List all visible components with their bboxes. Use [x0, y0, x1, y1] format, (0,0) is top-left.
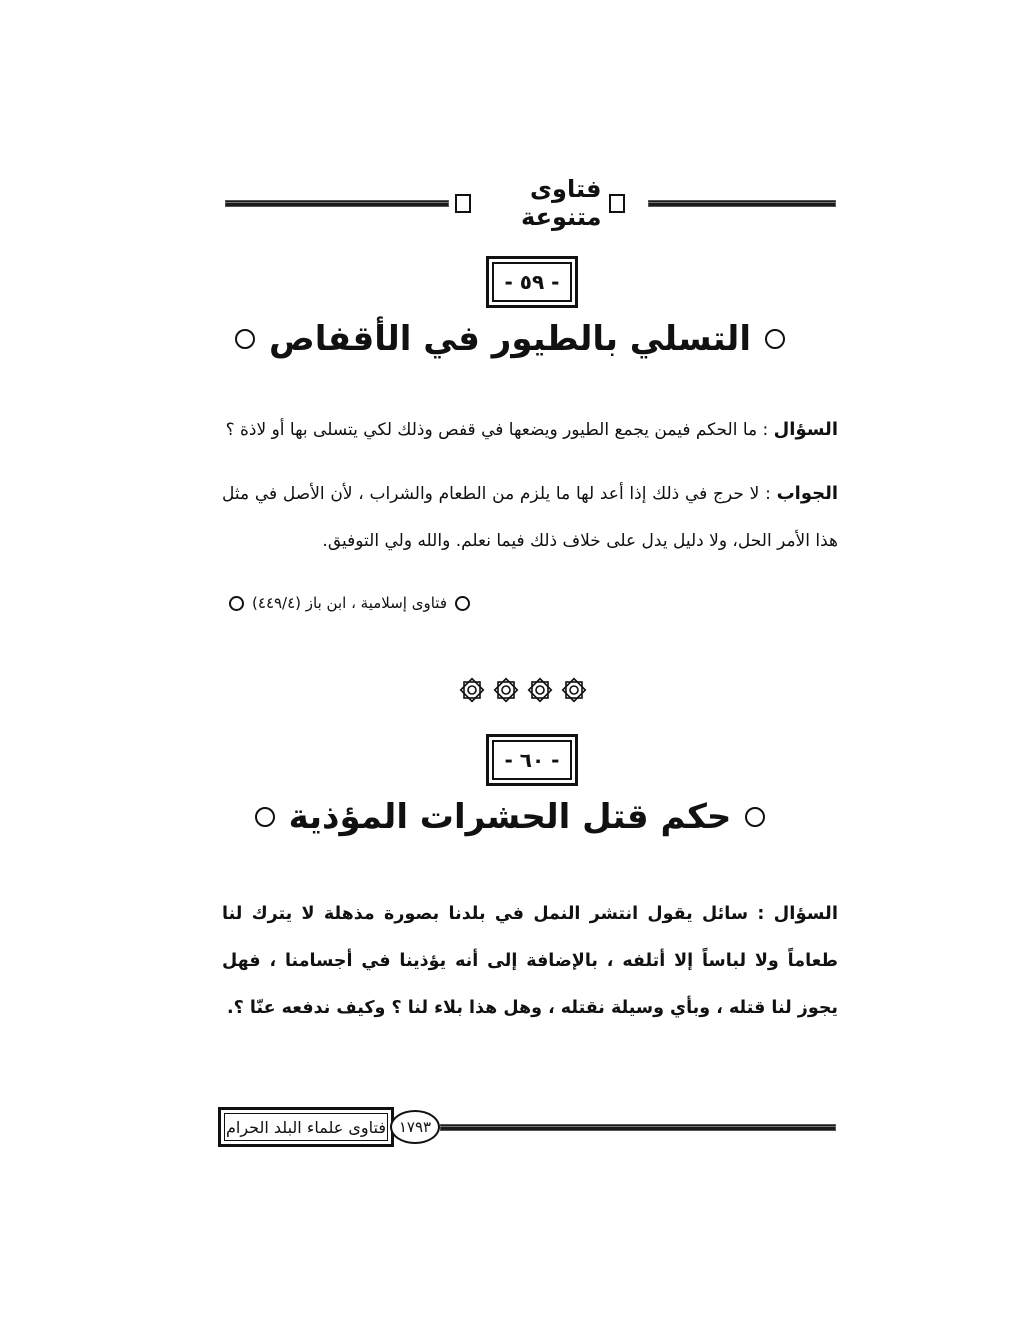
circle-icon	[255, 807, 275, 827]
fatwa-number-box	[486, 256, 578, 308]
answer-paragraph	[222, 470, 838, 565]
source-text: فتاوى إسلامية ، ابن باز (٤٤٩/٤)	[252, 594, 447, 612]
square-icon	[455, 194, 471, 213]
fatwa-number: - ٦٠ -	[492, 740, 572, 780]
fatwa-60-title-row	[0, 794, 1020, 840]
fatwa-title: حكم قتل الحشرات المؤذية	[288, 797, 732, 837]
question-paragraph	[222, 406, 838, 454]
ornament-icon	[560, 676, 588, 704]
fatwa-59-title-row	[0, 316, 1020, 362]
fatwa-number-box	[486, 734, 578, 786]
header	[455, 175, 625, 231]
circle-icon	[229, 596, 244, 611]
fatwa-number: - ٥٩ -	[492, 262, 572, 302]
source-citation	[222, 594, 470, 612]
footer-rule	[440, 1124, 836, 1131]
header-rule-right	[648, 200, 836, 207]
circle-icon	[235, 329, 255, 349]
question-label: السؤال	[773, 419, 838, 440]
question-label: السؤال	[773, 903, 838, 924]
answer-text: : لا حرج في ذلك إذا أعد لها ما يلزم من الطعام والشراب ، لأن الأصل في مثل هذا الأمر الحل، ولا دليل يدل على خلاف ذلك فيما نعلم. والله ولي التوفيق.	[222, 484, 838, 551]
ornament-divider	[458, 676, 588, 704]
circle-icon	[745, 807, 765, 827]
question-paragraph	[222, 890, 838, 1032]
ornament-icon	[458, 676, 486, 704]
book-title-box	[218, 1107, 394, 1147]
header-rule-left	[225, 200, 449, 207]
book-title: فتاوى علماء البلد الحرام	[224, 1113, 388, 1141]
circle-icon	[765, 329, 785, 349]
question-text: : ما الحكم فيمن يجمع الطيور ويضعها في قفص وذلك لكي يتسلى بها أو لاذة ؟	[225, 420, 769, 440]
ornament-icon	[526, 676, 554, 704]
question-text: : سائل يقول انتشر النمل في بلدنا بصورة مذهلة لا يترك لنا طعاماً ولا لباساً إلا أتلفه ، بالإضافة إلى أنه يؤذينا في أجسامنا ، فهل يجوز لنا قتله ، وبأي وسيلة نقتله ، وهل هذا بلاء لنا ؟ وكيف ندفعه عنّا ؟.	[222, 904, 838, 1018]
fatwa-title: التسلي بالطيور في الأقفاص	[269, 319, 751, 359]
header-title: فتاوى متنوعة	[521, 175, 602, 231]
ornament-icon	[492, 676, 520, 704]
answer-label: الجواب	[776, 483, 839, 504]
circle-icon	[455, 596, 470, 611]
square-icon	[609, 194, 625, 213]
page-number: ١٧٩٣	[390, 1110, 440, 1144]
